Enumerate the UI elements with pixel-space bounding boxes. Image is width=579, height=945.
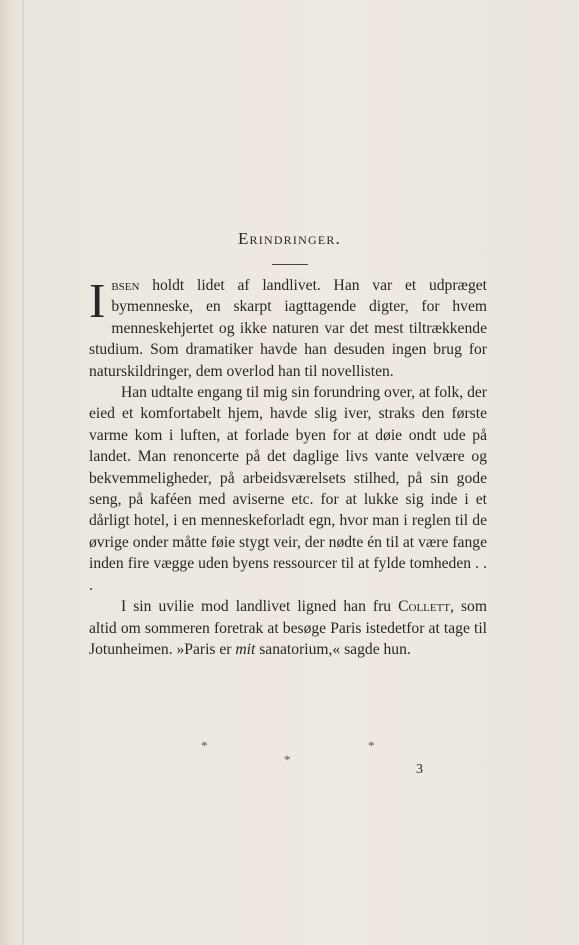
name-collett: Collett xyxy=(398,598,451,616)
body-text xyxy=(89,275,487,660)
title-rule xyxy=(272,264,308,265)
section-ornament xyxy=(0,738,579,778)
paragraph-2: Han udtalte engang til mig sin forundring over, at folk, der eied et komfortabelt hjem, havde slig iver, straks den første varme kom i luften, at forlade byen for at døie ondt ude på landet. Man renoncerte på det daglige livs vante velvære og bekvemmelighеder, på arbeidsværelsets stilhed, på sin gode seng, på kaféen med aviserne etc. for at lukke sig inde i et dårligt hotel, i en menneskeforladt egn, hvor man i reglen til de øvrige onder måtte føie stygt veir, der nødte én til at være fange inden fire vægge uden byens ressourcer til at fylde tomheden . . . xyxy=(89,384,487,594)
paragraph-1 xyxy=(89,275,487,382)
paragraph-3-part-3: sanatorium,« sagde hun. xyxy=(255,640,411,658)
emphasis-mit: mit xyxy=(235,640,256,658)
paragraph-3-part-2: , som altid om sommeren foretrak at besøge Paris istedetfor at tage til Jotunheimen. »Paris er xyxy=(89,598,487,658)
page-number: 3 xyxy=(416,762,423,777)
page-gutter xyxy=(22,0,24,945)
ornament-star-right: * xyxy=(368,738,375,753)
ornament-star-left: * xyxy=(201,738,208,753)
paragraph-1-text: holdt lidet af landlivet. Han var et udpræget bymenneske, en skarpt iagttagende digter, for hvem menneskehjertet og ikke naturen var det mest tiltrækkende studium. Som dramatiker havde han desuden ingen brug for naturskildringer, dem overlod han til novellisten. xyxy=(89,277,487,380)
paragraph-3-part-1: I sin uvilie mod landlivet ligned han fru xyxy=(121,598,399,616)
paragraph-3 xyxy=(89,596,487,660)
chapter-title: Erindringer. xyxy=(237,229,342,248)
lead-word: bsen xyxy=(111,277,140,294)
drop-cap: I xyxy=(89,273,106,328)
ornament-star-center: * xyxy=(284,752,291,767)
